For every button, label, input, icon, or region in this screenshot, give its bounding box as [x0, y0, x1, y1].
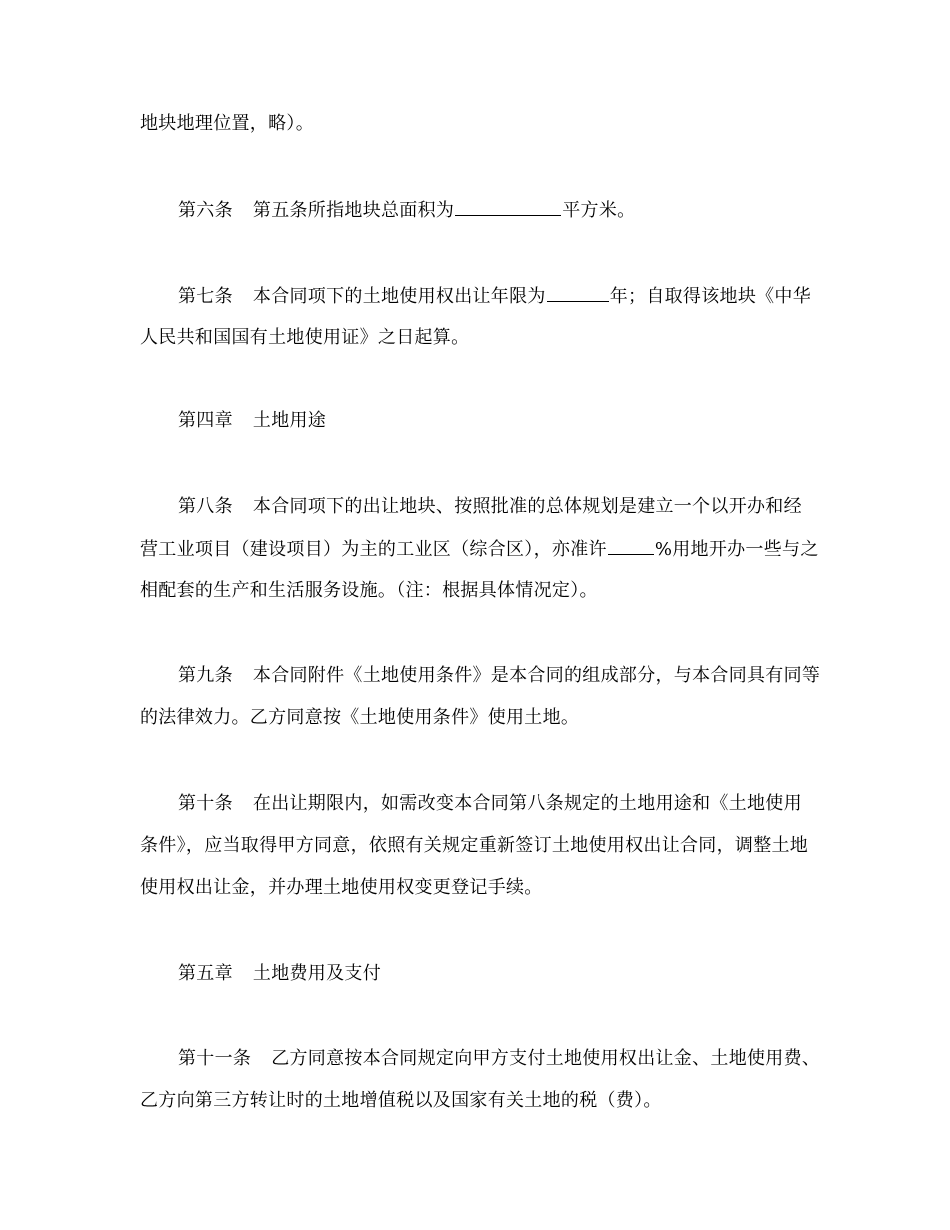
text-line	[140, 1089, 662, 1113]
chapter-title: 土地用途	[252, 410, 327, 431]
paragraph-text: 相配套的生产和生活服务设施。（注：根据具体情况定）。	[140, 580, 598, 601]
fill-blank	[455, 198, 561, 216]
paragraph-text: 营工业项目（建设项目）为主的工业区（综合区），亦准许	[140, 539, 607, 560]
text-line	[140, 706, 579, 730]
text-line	[140, 834, 808, 858]
paragraph-text: 乙方向第三方转让时的土地增值税以及国家有关土地的税（费）。	[140, 1090, 662, 1111]
text-line	[140, 326, 469, 350]
chapter-4-heading	[178, 409, 326, 433]
paragraph-text: 条件》，应当取得甲方同意，依照有关规定重新签订土地使用权出让合同，调整土地	[140, 835, 809, 856]
article-7	[178, 284, 811, 309]
paragraph-text: %用地开办一些与之	[654, 539, 819, 560]
paragraph-text: 地块地理位置，略）。	[140, 113, 314, 134]
paragraph-text: 平方米。	[562, 200, 636, 221]
article-number: 第七条	[178, 286, 233, 307]
article-number: 第六条	[178, 200, 233, 221]
chapter-title: 土地费用及支付	[252, 963, 382, 984]
fill-blank	[547, 284, 609, 302]
article-9	[178, 664, 820, 688]
text-line	[140, 579, 598, 603]
fill-blank	[608, 537, 654, 555]
chapter-5-heading	[178, 962, 381, 986]
article-number: 第十一条	[178, 1048, 252, 1069]
paragraph-text: 乙方同意按本合同规定向甲方支付土地使用权出让金、土地使用费、	[271, 1048, 821, 1069]
paragraph-text: 第五条所指地块总面积为	[252, 200, 455, 221]
chapter-number: 第五章	[178, 963, 233, 984]
article-number: 第十条	[178, 793, 233, 814]
paragraph-text: 年；自取得该地块《中华	[609, 286, 812, 307]
text-line	[140, 876, 543, 900]
paragraph-text: 人民共和国国有土地使用证》之日起算。	[140, 327, 470, 348]
article-11	[178, 1047, 820, 1071]
paragraph-text: 的法律效力。乙方同意按《土地使用条件》使用土地。	[140, 707, 580, 728]
article-number: 第九条	[178, 665, 233, 686]
text-line	[140, 112, 314, 136]
chapter-number: 第四章	[178, 410, 233, 431]
paragraph-text: 本合同附件《土地使用条件》是本合同的组成部分，与本合同具有同等	[252, 665, 821, 686]
text-line	[140, 537, 819, 562]
article-number: 第八条	[178, 496, 233, 517]
paragraph-text: 在出让期限内，如需改变本合同第八条规定的土地用途和《土地使用	[252, 793, 802, 814]
paragraph-text: 使用权出让金，并办理土地使用权变更登记手续。	[140, 877, 543, 898]
article-6	[178, 198, 635, 223]
paragraph-text: 本合同项下的土地使用权出让年限为	[252, 286, 546, 307]
paragraph-text: 本合同项下的出让地块、按照批准的总体规划是建立一个以开办和经	[252, 496, 802, 517]
article-10	[178, 792, 802, 816]
article-8	[178, 495, 802, 519]
